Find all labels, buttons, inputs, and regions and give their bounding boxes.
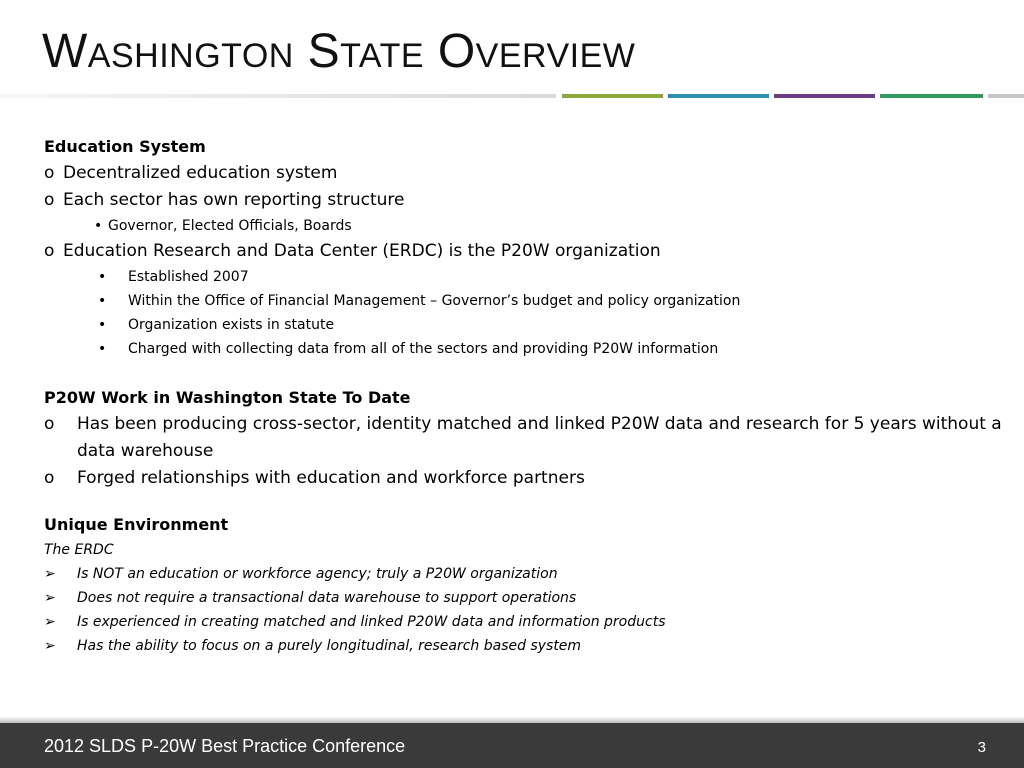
list-item — [44, 562, 1004, 586]
slide-title: Washington State Overview — [42, 25, 636, 78]
list-item — [44, 238, 1004, 265]
list-item-text: Governor, Elected Officials, Boards — [108, 218, 352, 234]
list-item — [44, 337, 1004, 361]
title-divider-light — [988, 94, 1024, 98]
list-item-text: Decentralized education system — [63, 163, 338, 183]
slide-body — [44, 134, 1004, 658]
circle-bullet-icon: o — [44, 190, 55, 210]
section-heading-unique-environment: Unique Environment — [44, 515, 229, 534]
list-item-text: Each sector has own reporting structure — [63, 190, 405, 210]
list-item — [44, 586, 1004, 610]
list-item — [44, 187, 1004, 214]
slide-footer — [0, 723, 1024, 768]
section-heading-education-system: Education System — [44, 137, 206, 156]
page-number: 3 — [977, 739, 986, 756]
title-divider-teal — [880, 94, 983, 98]
list-item — [44, 465, 1004, 492]
list-item — [44, 160, 1004, 187]
list-item-text: Is NOT an education or workforce agency; truly a P20W organization — [77, 566, 558, 582]
section-heading-p20w-work: P20W Work in Washington State To Date — [44, 388, 411, 407]
list-item — [44, 634, 1004, 658]
list-item-text: Has the ability to focus on a purely longitudinal, research based system — [77, 638, 582, 654]
list-item — [44, 411, 1004, 465]
list-item-text: Organization exists in statute — [128, 317, 335, 333]
arrow-bullet-icon: ➢ — [44, 614, 56, 630]
arrow-bullet-icon: ➢ — [44, 590, 56, 606]
circle-bullet-icon: o — [44, 468, 55, 488]
title-divider-grey — [0, 94, 556, 98]
section-subheading: The ERDC — [44, 542, 114, 558]
list-item — [44, 214, 1004, 238]
dot-bullet-icon: • — [98, 293, 107, 309]
dot-bullet-icon: • — [98, 317, 107, 333]
circle-bullet-icon: o — [44, 163, 55, 183]
footer-conference-name: 2012 SLDS P-20W Best Practice Conference — [44, 736, 406, 756]
dot-bullet-icon: • — [94, 218, 103, 234]
arrow-bullet-icon: ➢ — [44, 638, 56, 654]
list-item — [44, 265, 1004, 289]
list-item-text: Within the Office of Financial Management – Governor’s budget and policy organization — [128, 293, 741, 309]
title-divider-blue — [668, 94, 769, 98]
list-item — [44, 610, 1004, 634]
list-item-text: Is experienced in creating matched and linked P20W data and information products — [77, 614, 666, 630]
title-divider-green — [562, 94, 663, 98]
dot-bullet-icon: • — [98, 341, 107, 357]
list-item-text: Has been producing cross-sector, identity matched and linked P20W data and research for 5 years without a data warehouse — [77, 414, 1002, 461]
list-item-text: Education Research and Data Center (ERDC) is the P20W organization — [63, 241, 661, 261]
list-item — [44, 289, 1004, 313]
title-divider-purple — [774, 94, 875, 98]
list-item-text: Charged with collecting data from all of the sectors and providing P20W information — [128, 341, 719, 357]
arrow-bullet-icon: ➢ — [44, 566, 56, 582]
list-item-text: Forged relationships with education and workforce partners — [77, 468, 585, 488]
footer-shadow — [0, 716, 1024, 723]
dot-bullet-icon: • — [98, 269, 107, 285]
section-spacer — [44, 492, 1004, 512]
list-item-text: Does not require a transactional data warehouse to support operations — [77, 590, 577, 606]
list-item — [44, 313, 1004, 337]
circle-bullet-icon: o — [44, 414, 55, 434]
section-spacer — [44, 361, 1004, 385]
circle-bullet-icon: o — [44, 241, 55, 261]
list-item-text: Established 2007 — [128, 269, 249, 285]
